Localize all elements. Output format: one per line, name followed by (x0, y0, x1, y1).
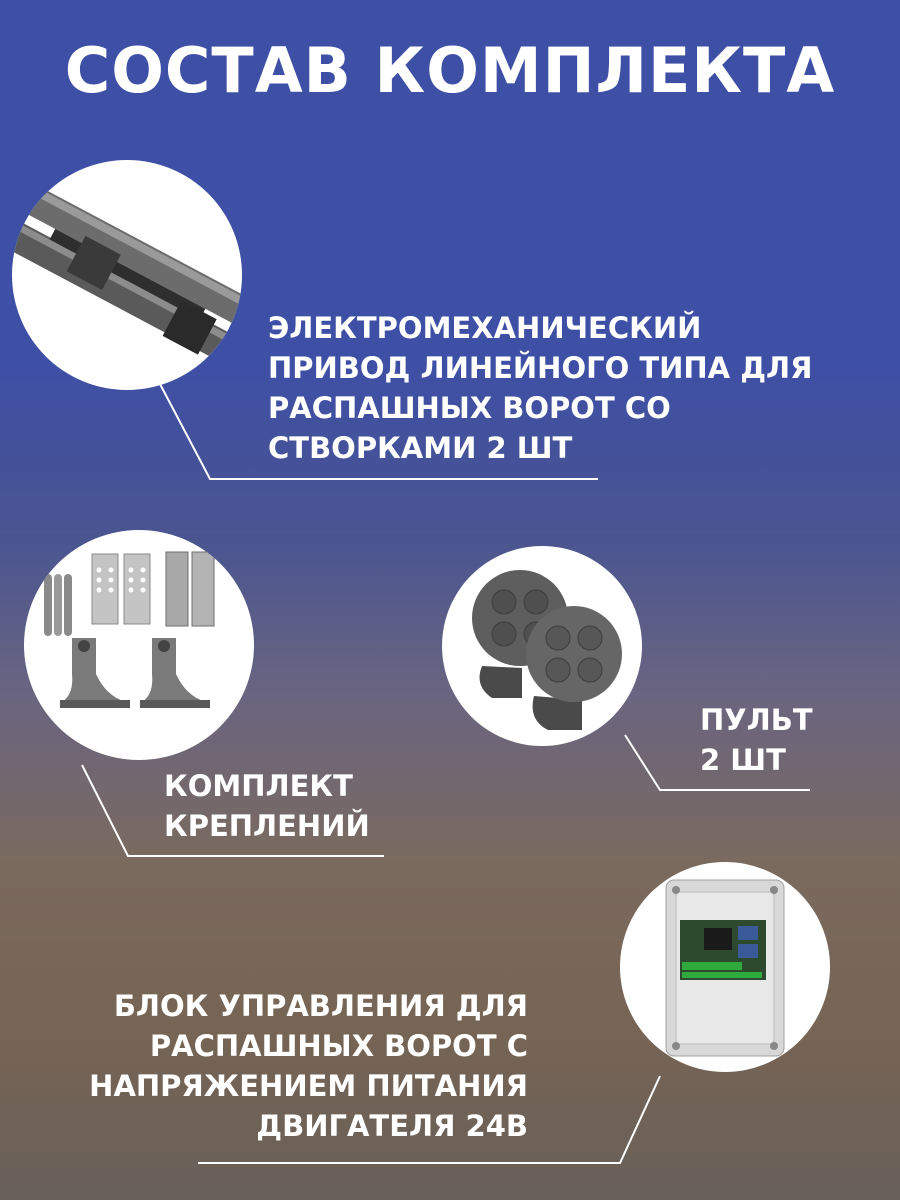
remote-caption-line: 2 ШТ (700, 743, 786, 777)
remote-photo (442, 546, 642, 746)
control-unit-caption-line: БЛОК УПРАВЛЕНИЯ ДЛЯ (113, 989, 528, 1023)
control-unit-caption-line: ДВИГАТЕЛЯ 24В (256, 1109, 528, 1143)
control-unit-caption (89, 986, 528, 1146)
mounts-caption-line: КРЕПЛЕНИЙ (164, 809, 370, 843)
actuator-caption-line: ПРИВОД ЛИНЕЙНОГО ТИПА ДЛЯ (268, 351, 813, 385)
mounts-caption-line: КОМПЛЕКТ (164, 769, 353, 803)
control-unit-photo (620, 862, 830, 1072)
actuator-photo (12, 160, 242, 390)
control-unit-caption-line: НАПРЯЖЕНИЕМ ПИТАНИЯ (89, 1069, 528, 1103)
actuator-caption-line: СТВОРКАМИ 2 ШТ (268, 431, 573, 465)
actuator-caption-line: РАСПАШНЫХ ВОРОТ СО (268, 391, 671, 425)
remote-caption (700, 700, 813, 780)
actuator-caption-line: ЭЛЕКТРОМЕХАНИЧЕСКИЙ (268, 311, 702, 345)
page-title: СОСТАВ КОМПЛЕКТА (64, 34, 836, 107)
control-unit-caption-line: РАСПАШНЫХ ВОРОТ С (149, 1029, 528, 1063)
mounts-photo (24, 530, 254, 760)
mounts-caption (164, 766, 370, 846)
actuator-caption (268, 308, 812, 468)
remote-caption-line: ПУЛЬТ (700, 703, 813, 737)
